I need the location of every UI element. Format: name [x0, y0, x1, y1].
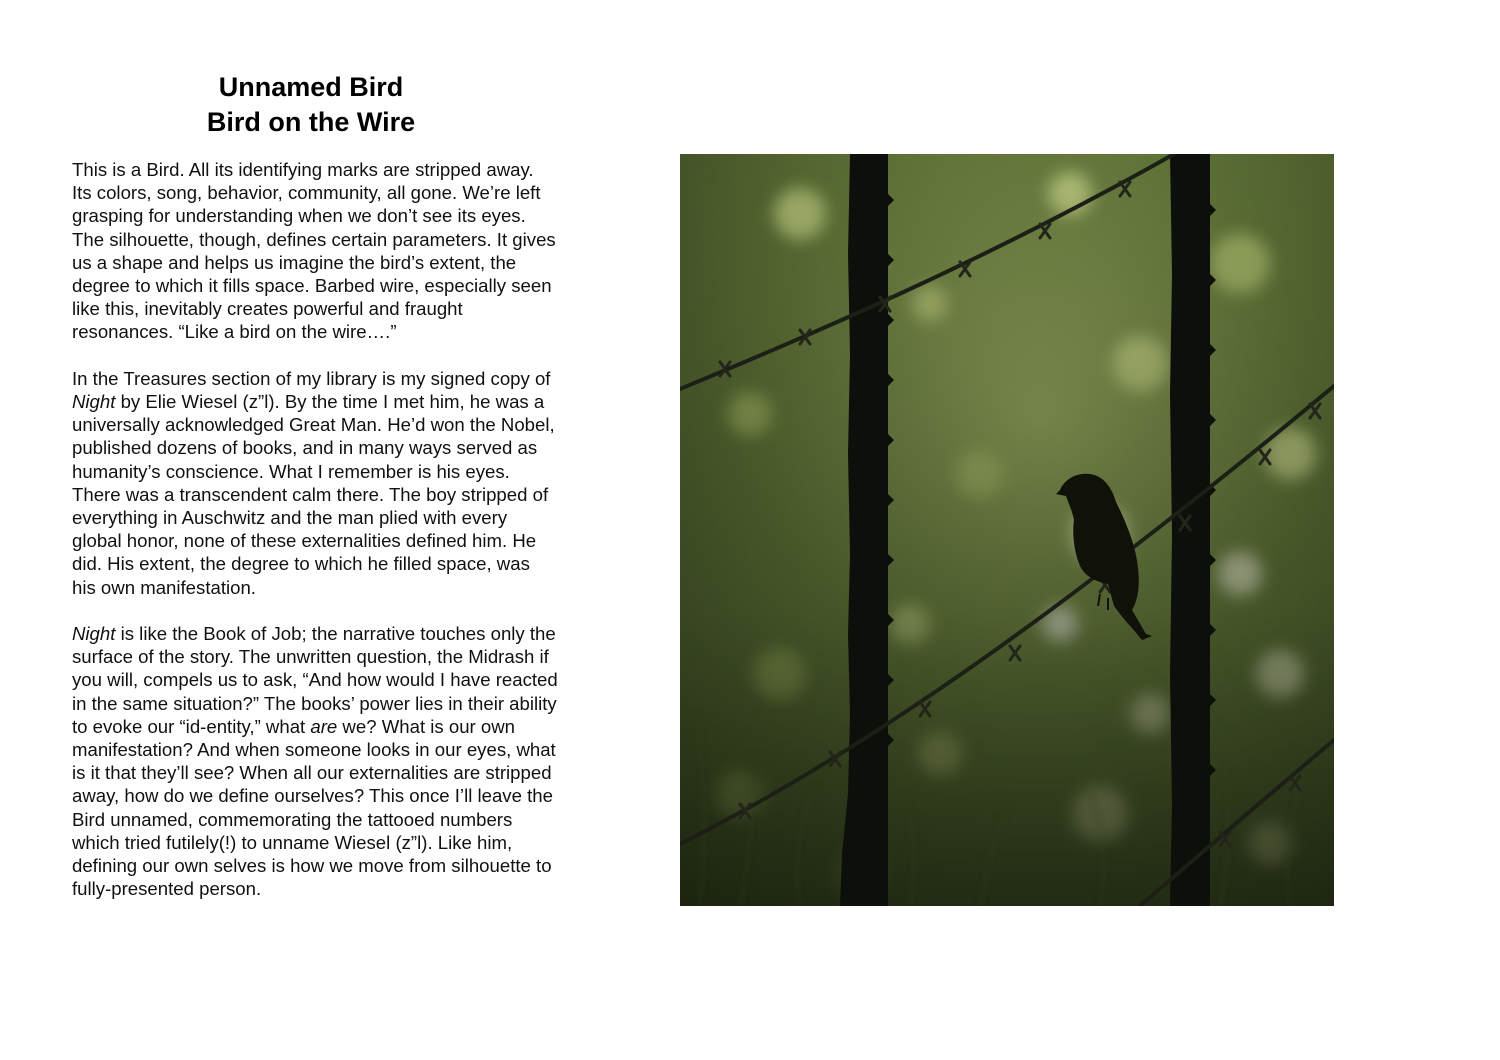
paragraph-3-part-1: is like the Book of Job; the narrative touches only the surface of the story. The unwritten question, the Midrash if you will, compels us to ask, “And how would I have reacted in the same situation?” The books’ power lies in their ability to evoke our “id-entity,” what: [72, 623, 558, 737]
paragraph-1: This is a Bird. All its identifying marks are stripped away. Its colors, song, behavior, community, all gone. We’re left grasping for understanding when we don’t see its eyes. The silhouette, though, defines certain parameters. It gives us a shape and helps us imagine the bird’s extent, the degree to which it fills space. Barbed wire, especially seen like this, inevitably creates powerful and fraught resonances. “Like a bird on the wire….”: [72, 159, 556, 343]
fence-post-right: [1170, 154, 1216, 906]
emphasis-are: are: [310, 715, 338, 737]
title-line-1: Unnamed Bird: [218, 72, 404, 102]
title-line-2: Bird on the Wire: [206, 107, 416, 137]
book-title-night: Night: [72, 623, 116, 645]
bird-photo: [680, 154, 1334, 906]
essay-text: [72, 158, 558, 924]
book-title-night: Night: [72, 391, 116, 413]
paragraph-2: [72, 367, 558, 599]
bird-photo-illustration: [680, 154, 1334, 906]
paragraph-2-part-1: In the Treasures section of my library is my signed copy of: [72, 367, 551, 389]
paragraph-3: [72, 622, 558, 900]
paragraph-3-part-2: we? What is our own manifestation? And when someone looks in our eyes, what is it that they’ll see? When all our externalities are stripped away, how do we define ourselves? This once I’ll leave the Bird unnamed, commemorating the tattooed numbers which tried futilely(!) to unname Wiesel (z”l). Like him, defining our own selves is how we move from silhouette to fully-presented person.: [72, 715, 556, 900]
page-title: [72, 70, 550, 140]
paragraph-2-part-2: by Elie Wiesel (z”l). By the time I met him, he was a universally acknowledged Great Man. He’d won the Nobel, published dozens of books, and in many ways served as humanity’s conscience. What I remember is his eyes. There was a transcendent calm there. The boy stripped of everything in Auschwitz and the man plied with every global honor, none of these externalities defined him. He did. His extent, the degree to which he filled space, was his own manifestation.: [72, 391, 555, 598]
